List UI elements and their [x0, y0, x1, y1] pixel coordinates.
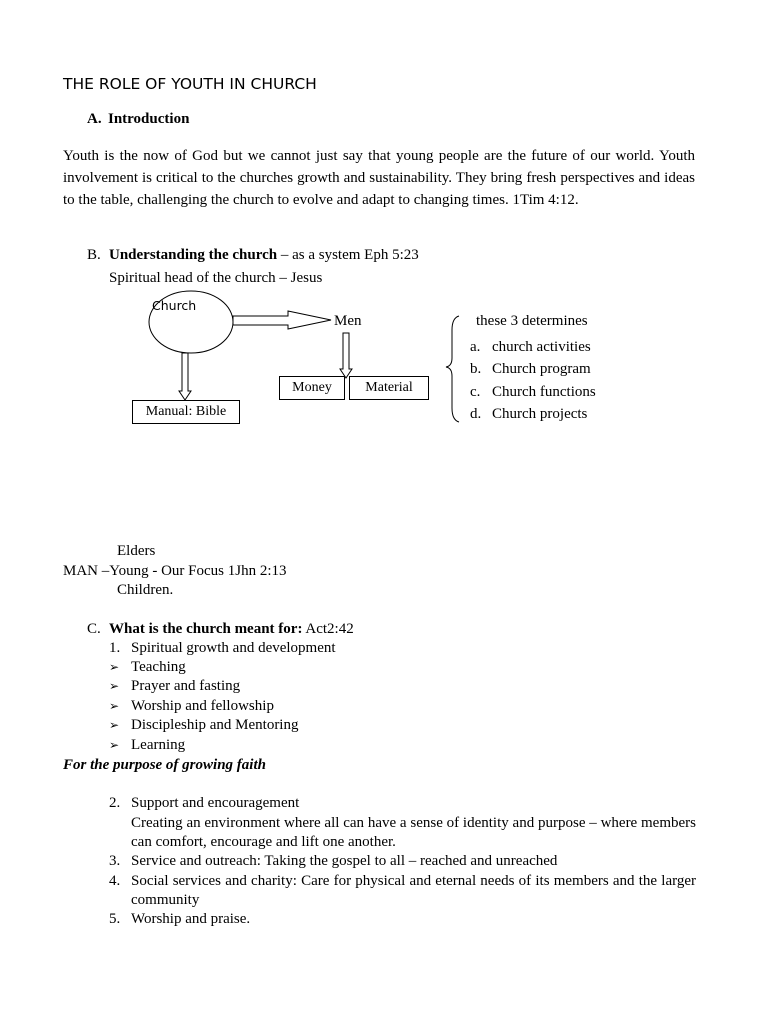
bullet-item: ➢ Learning — [109, 736, 186, 753]
section-c-title: What is the church meant for: — [109, 621, 303, 637]
numbered-item-2: 2. Support and encouragement — [109, 795, 300, 811]
bullet-item: ➢ Teaching — [109, 659, 186, 675]
section-c-rest: Act2:42 — [302, 621, 354, 637]
arrow-church-to-manual — [179, 353, 191, 400]
children-label: Children. — [117, 582, 174, 598]
list-item: a. church activities — [470, 339, 591, 355]
bullet-arrow-icon: ➢ — [109, 737, 120, 752]
section-c-letter: C. — [87, 621, 101, 637]
elders-label: Elders — [117, 543, 156, 559]
bullet-arrow-icon: ➢ — [109, 698, 120, 713]
section-b-title: Understanding the church — [109, 247, 278, 263]
man-young-line: MAN –Young - Our Focus 1Jhn 2:13 — [63, 563, 287, 579]
numbered-item-1: 1. Spiritual growth and development — [109, 640, 336, 656]
money-box: Money — [279, 376, 345, 400]
numbered-item-4: 4. Social services and charity: Care for physical and eternal needs of its members and the larger community — [109, 873, 696, 909]
church-label: Church — [152, 298, 197, 313]
item-2-description: Creating an environment where all can have a sense of identity and purpose – where members can comfort, encourage and lift one another. — [131, 815, 696, 851]
section-c-heading — [87, 621, 354, 638]
curly-brace — [446, 316, 459, 422]
page-title: THE ROLE OF YOUTH IN CHURCH — [63, 75, 317, 93]
bullet-item: ➢ Discipleship and Mentoring — [109, 717, 299, 734]
bullet-list — [109, 659, 298, 756]
section-b-rest: – as a system Eph 5:23 — [277, 247, 419, 263]
section-a-title: Introduction — [108, 111, 190, 127]
bullet-item: ➢ Worship and fellowship — [109, 697, 274, 714]
arrow-church-to-men — [233, 311, 331, 329]
section-b-letter: B. — [87, 247, 101, 263]
determines-list — [470, 336, 596, 425]
bullet-arrow-icon: ➢ — [109, 660, 120, 674]
list-item: d. Church projects — [470, 405, 588, 422]
bullet-arrow-icon: ➢ — [109, 679, 120, 694]
bullet-item: ➢ Prayer and fasting — [109, 678, 241, 695]
arrow-men-to-resources — [340, 333, 352, 378]
material-box: Material — [349, 376, 429, 400]
bullet-arrow-icon: ➢ — [109, 718, 120, 733]
manual-bible-box: Manual: Bible — [132, 400, 240, 424]
men-label: Men — [334, 313, 362, 329]
determines-label: these 3 determines — [476, 313, 588, 329]
intro-paragraph: Youth is the now of God but we cannot just say that young people are the future of our world. Youth involvement is critical to the churches growth and sustainability. They bring fresh perspectives and ideas to the table, challenging the church to evolve and adapt to changing times. 1Tim 4:12. — [63, 148, 695, 208]
section-b-subline: Spiritual head of the church – Jesus — [109, 270, 323, 286]
section-a-letter: A. — [87, 111, 102, 127]
list-item: b. Church program — [470, 361, 591, 378]
purpose-line: For the purpose of growing faith — [63, 757, 266, 773]
numbered-item-5: 5. Worship and praise. — [109, 911, 251, 927]
list-item: c. Church functions — [470, 383, 596, 400]
numbered-item-3: 3. Service and outreach: Taking the gospel to all – reached and unreached — [109, 853, 558, 869]
